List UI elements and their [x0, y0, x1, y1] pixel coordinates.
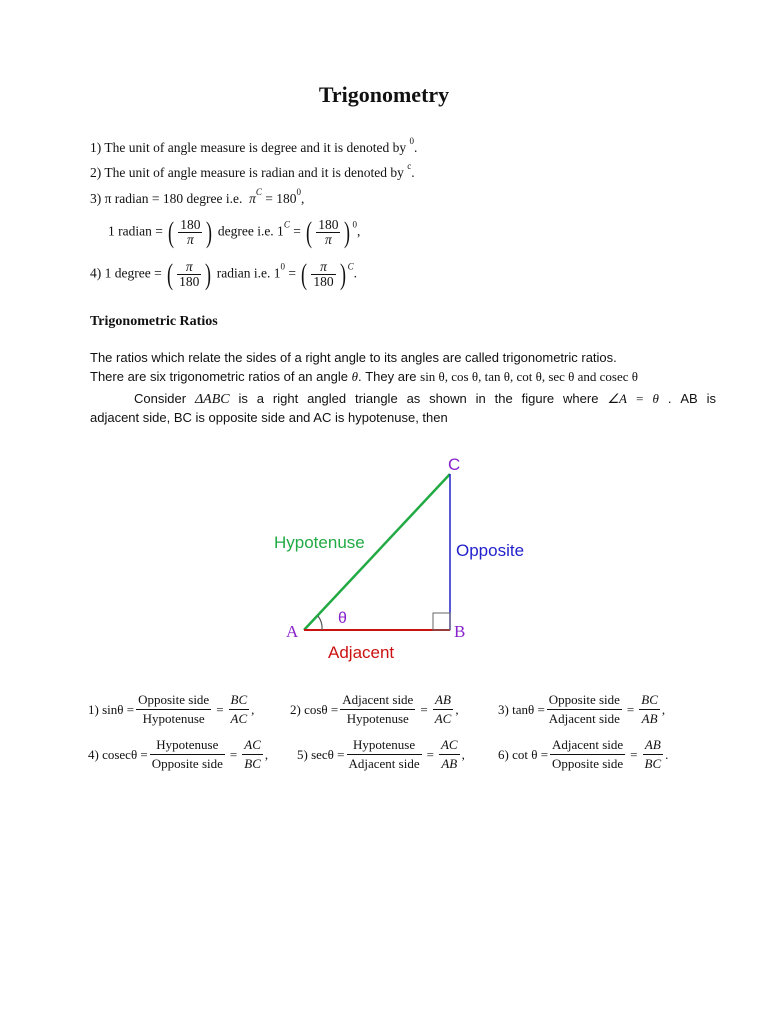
word-fraction: $\frac{\text{Opposite side}}{\text{Hypotenuse}}$	[138, 692, 210, 726]
formula-label: 5) secθ =	[297, 746, 345, 762]
pi-symbol: π	[249, 191, 256, 206]
ratio-formula: 4) cosecθ = $\frac{\text{Hypotenuse}}{\text{Opposite side}}$ = $\frac{AC}{BC}$ ,	[88, 737, 269, 771]
formula-label: 6) cot θ =	[498, 746, 549, 762]
radian-c-sup: C	[283, 219, 290, 230]
intro-line-5: 4) 1 degree = ( $\frac{\pi}{180}$ ) radian i.e. $1^0$ = ( $\frac{\pi}{180}$ ) $^C$.	[90, 257, 357, 291]
paragraph-line-2: There are six trigonometric ratios of an angle θ. They are sin θ, cos θ, tan θ, cot θ, sec θ and cosec θ	[90, 369, 639, 384]
ratio-formula: 2) cosθ = $\frac{\text{Adjacent side}}{\text{Hypotenuse}}$ = $\frac{AB}{AC}$ ,	[290, 692, 459, 726]
formula-label: 1) sinθ =	[88, 701, 135, 717]
degree-fraction-2: $\frac{\pi}{180}$	[313, 259, 334, 289]
letter-fraction: $\frac{BC}{AC}$	[230, 692, 248, 726]
letter-fraction: $\frac{BC}{AB}$	[641, 692, 658, 726]
formula-label: 2) cosθ =	[290, 701, 339, 717]
ratio-formula: 1) sinθ = $\frac{\text{Opposite side}}{\text{Hypotenuse}}$ = $\frac{BC}{AC}$ ,	[88, 692, 255, 726]
right-angle-marker	[433, 613, 450, 630]
ratio-formula: 3) tanθ = $\frac{\text{Opposite side}}{\text{Adjacent side}}$ = $\frac{BC}{AB}$ ,	[498, 692, 666, 726]
page-title: Trigonometry	[318, 82, 450, 107]
intro-line-4: 1 radian = ( $\frac{180}{\pi}$ ) degree i.e. $1^C$ = ( $\frac{180}{\pi}$ ) $^0$,	[108, 215, 361, 249]
ratio-formula: 6) cot θ = $\frac{\text{Adjacent side}}{\text{Opposite side}}$ = $\frac{AB}{BC}$ .	[498, 737, 669, 771]
radian-degree-text: degree i.e. 1	[217, 223, 284, 239]
word-fraction: $\frac{\text{Hypotenuse}}{\text{Opposite side}}$	[151, 737, 223, 771]
hypotenuse-label: Hypotenuse	[274, 533, 365, 552]
formula-label: 4) cosecθ =	[88, 746, 148, 762]
one-radian-label: 1 radian =	[108, 223, 163, 239]
pi-radian-text: 3) π radian = 180 degree i.e.	[90, 191, 243, 206]
one-degree-label: 4) 1 degree =	[90, 265, 162, 281]
radian-fraction-2: $\frac{180}{\pi}$	[318, 217, 339, 247]
radian-unit-text: 2) The unit of angle measure is radian and it is denoted by	[90, 165, 404, 180]
theta-symbol: θ	[351, 369, 358, 384]
intro-line-1: 1) The unit of angle measure is degree and it is denoted by $^0$.	[90, 136, 418, 155]
opposite-label: Opposite	[456, 541, 525, 560]
ratio-list: sin θ, cos θ, tan θ, cot θ, sec θ and cosec θ	[420, 369, 639, 384]
radian-degree-sup: 0	[352, 219, 357, 230]
pi-superscript: C	[255, 187, 262, 197]
radian-fraction: $\frac{180}{\pi}$	[180, 217, 201, 247]
intro-line-2: 2) The unit of angle measure is radian and it is denoted by $^c$.	[90, 161, 415, 180]
radian-symbol: c	[407, 161, 412, 171]
angle-symbol: ∠A = θ	[607, 391, 659, 406]
word-fraction: $\frac{\text{Adjacent side}}{\text{Opposite side}}$	[552, 737, 624, 771]
paragraph-line-1: The ratios which relate the sides of a right angle to its angles are called trigonometric ratios.	[90, 350, 617, 365]
vertex-c-label: C	[448, 455, 461, 474]
theta-label: θ	[338, 610, 347, 627]
letter-fraction: $\frac{AB}{AC}$	[434, 692, 452, 726]
letter-fraction: $\frac{AC}{BC}$	[244, 737, 261, 771]
vertex-b-label: B	[454, 622, 466, 641]
hypotenuse-line	[304, 474, 450, 630]
pi-equals: = 180	[261, 191, 297, 206]
paragraph-line-3: Consider ΔABC is a right angled triangle as shown in the figure where ∠A = θ . AB is	[134, 391, 716, 407]
degree-radian-text: radian i.e. 1	[216, 265, 281, 281]
letter-fraction: $\frac{AB}{BC}$	[644, 737, 662, 771]
letter-fraction: $\frac{AC}{AB}$	[440, 737, 458, 771]
degree-c-sup: C	[347, 261, 354, 272]
ratio-formula: 5) secθ = $\frac{\text{Hypotenuse}}{\text{Adjacent side}}$ = $\frac{AC}{AB}$ ,	[297, 737, 465, 771]
section-heading: Trigonometric Ratios	[90, 314, 218, 329]
intro-line-3: 3) π radian = 180 degree i.e. $\pi^C = 180^0$,	[90, 187, 305, 206]
pi-degree-sup: 0	[296, 187, 302, 197]
triangle-figure	[260, 450, 560, 670]
theta-arc	[318, 616, 322, 630]
word-fraction: $\frac{\text{Adjacent side}}{\text{Hypotenuse}}$	[342, 692, 414, 726]
triangle-symbol: ΔABC	[194, 392, 230, 407]
degree-unit-text: 1) The unit of angle measure is degree and it is denoted by	[90, 140, 407, 155]
degree-symbol: 0	[409, 136, 415, 146]
word-fraction: $\frac{\text{Hypotenuse}}{\text{Adjacent side}}$	[348, 737, 420, 771]
degree-fraction: $\frac{\pi}{180}$	[179, 259, 200, 289]
word-fraction: $\frac{\text{Opposite side}}{\text{Adjacent side}}$	[548, 692, 620, 726]
formula-label: 3) tanθ =	[498, 701, 545, 717]
degree-zero-sup: 0	[280, 261, 285, 272]
vertex-a-label: A	[286, 622, 299, 641]
paragraph-line-4: adjacent side, BC is opposite side and AC is hypotenuse, then	[90, 410, 448, 425]
adjacent-label: Adjacent	[328, 643, 395, 662]
